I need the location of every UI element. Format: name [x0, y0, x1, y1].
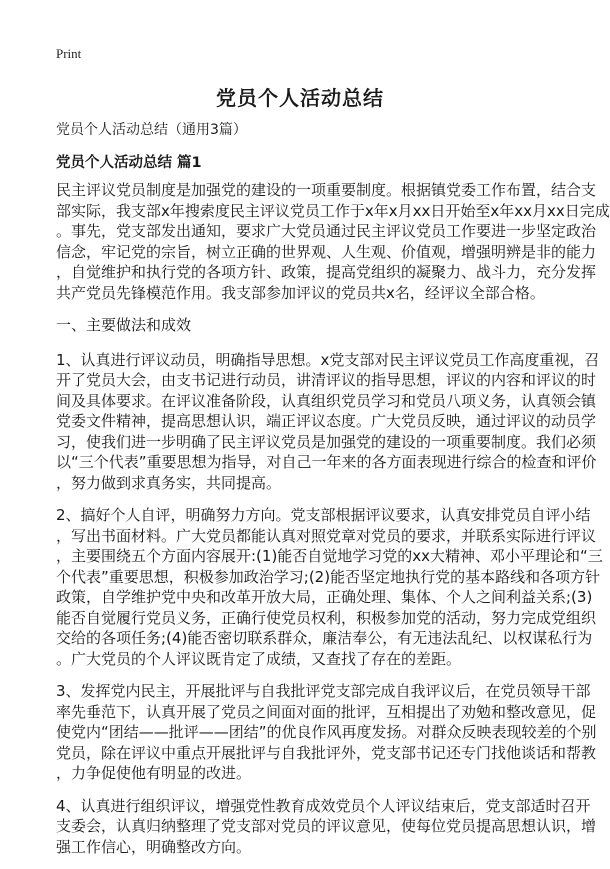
- paragraph-line: 。广大党员的个人评议既肯定了成绩，又查找了存在的差距。: [56, 649, 462, 668]
- paragraph-line: ，自觉维护和执行党的各项方针、政策，提高党组织的凝聚力、战斗力，充分发挥: [56, 263, 597, 281]
- paragraph-line: 信念，牢记党的宗旨，树立正确的世界观、人生观、价值观，增强明辨是非的能力: [56, 242, 597, 261]
- paragraph-line: ，努力做到求真务实，共同提高。: [56, 473, 282, 492]
- paragraph-line: 4、认真进行组织评议，增强党性教育成效党员个人评议结束后，党支部适时召开: [56, 796, 591, 815]
- paragraph: [56, 681, 597, 784]
- paragraph-line: 能否自觉履行党员义务，正确行使党员权利，积极参加党的活动，努力完成党组织: [56, 608, 597, 627]
- paragraph-line: 使党内“团结——批评——团结”的优良作风再度发扬。对群众反映表现较差的个别: [56, 723, 597, 741]
- paragraph-line: 2、搞好个人自评，明确努力方向。党支部根据评议要求，认真安排党员自评小结: [56, 506, 591, 524]
- paragraph-line: 部实际，我支部x年搜索度民主评议党员工作于x年x月xx日开始至x年xx月xx日完成: [56, 201, 610, 220]
- paragraph-line: 强工作信心，明确整改方向。: [56, 837, 252, 856]
- section-heading: 一、主要做法和成效: [56, 316, 192, 334]
- paragraph-line: 3、发挥党内民主，开展批评与自我批评党支部完成自我评议后，在党员领导干部: [56, 682, 591, 700]
- paragraph-line: 率先垂范下，认真开展了党员之间面对面的批评，互相提出了劝勉和整改意见，促: [56, 702, 597, 721]
- paragraph: [56, 505, 603, 669]
- paragraph-line: 共产党员先锋模范作用。我支部参加评议的党员共x名，经评议全部合格。: [56, 283, 545, 302]
- paragraph-line: 党委文件精神，提高思想认识，端正评议态度。广大党员反映，通过评议的动员学: [56, 412, 597, 430]
- paragraph-line: 支委会，认真归纳整理了党支部对党员的评议意见，使每位党员提高思想认识，增: [56, 817, 597, 835]
- paragraph-line: 政策，自学维护党中央和改革开放大局，正确处理、集体、个人之间利益关系;(3): [56, 588, 593, 606]
- paragraph-line: 以“三个代表”重要思想为指导，对自己一年来的各方面表现进行综合的检查和评价: [56, 453, 597, 471]
- paragraph-line: 党员，除在评议中重点开展批评与自我批评外，党支部书记还专门找他谈话和帮教: [56, 743, 597, 762]
- paragraph-line: 开了党员大会，由支书记进行动员，讲清评议的指导思想，评议的内容和评议的时: [56, 371, 597, 389]
- paragraph-line: ，主要围绕五个方面内容展开:(1)能否自觉地学习党的xx大精神、邓小平理论和“三: [56, 547, 603, 565]
- document-body: [56, 180, 610, 869]
- paragraph-line: 民主评议党员制度是加强党的建设的一项重要制度。根据镇党委工作布置，结合支: [56, 181, 597, 199]
- page-title: 党员个人活动总结: [216, 86, 384, 110]
- paragraph-line: 习，使我们进一步明确了民主评议党员是加强党的建设的一项重要制度。我们必须: [56, 432, 597, 451]
- paragraph-line: 交给的各项任务;(4)能否密切联系群众，廉洁奉公，有无违法乱纪、以权谋私行为: [56, 629, 593, 647]
- paragraph: [56, 180, 610, 303]
- paragraph-line: 。事先，党支部发出通知，要求广大党员通过民主评议党员工作要进一步坚定政治: [56, 222, 597, 240]
- paragraph-line: 个代表”重要思想，积极参加政治学习;(2)能否坚定地执行党的基本路线和各项方针: [56, 567, 601, 586]
- print-link[interactable]: Print: [56, 46, 82, 61]
- paragraph-line: 1、认真进行评议动员，明确指导思想。x党支部对民主评议党员工作高度重视，召: [56, 350, 600, 369]
- paragraph: [56, 350, 600, 494]
- article-heading: 党员个人活动总结 篇1: [56, 155, 202, 171]
- document-subtitle: 党员个人活动总结（通用3篇）: [56, 122, 247, 138]
- paragraph-line: ，力争促使他有明显的改进。: [56, 764, 252, 782]
- paragraph-line: 间及具体要求。在评议准备阶段，认真组织党员学习和党员八项义务，认真领会镇: [56, 391, 597, 410]
- paragraph-line: ，写出书面材料。广大党员都能认真对照党章对党员的要求，并联系实际进行评议: [56, 526, 597, 545]
- paragraph: [56, 796, 597, 858]
